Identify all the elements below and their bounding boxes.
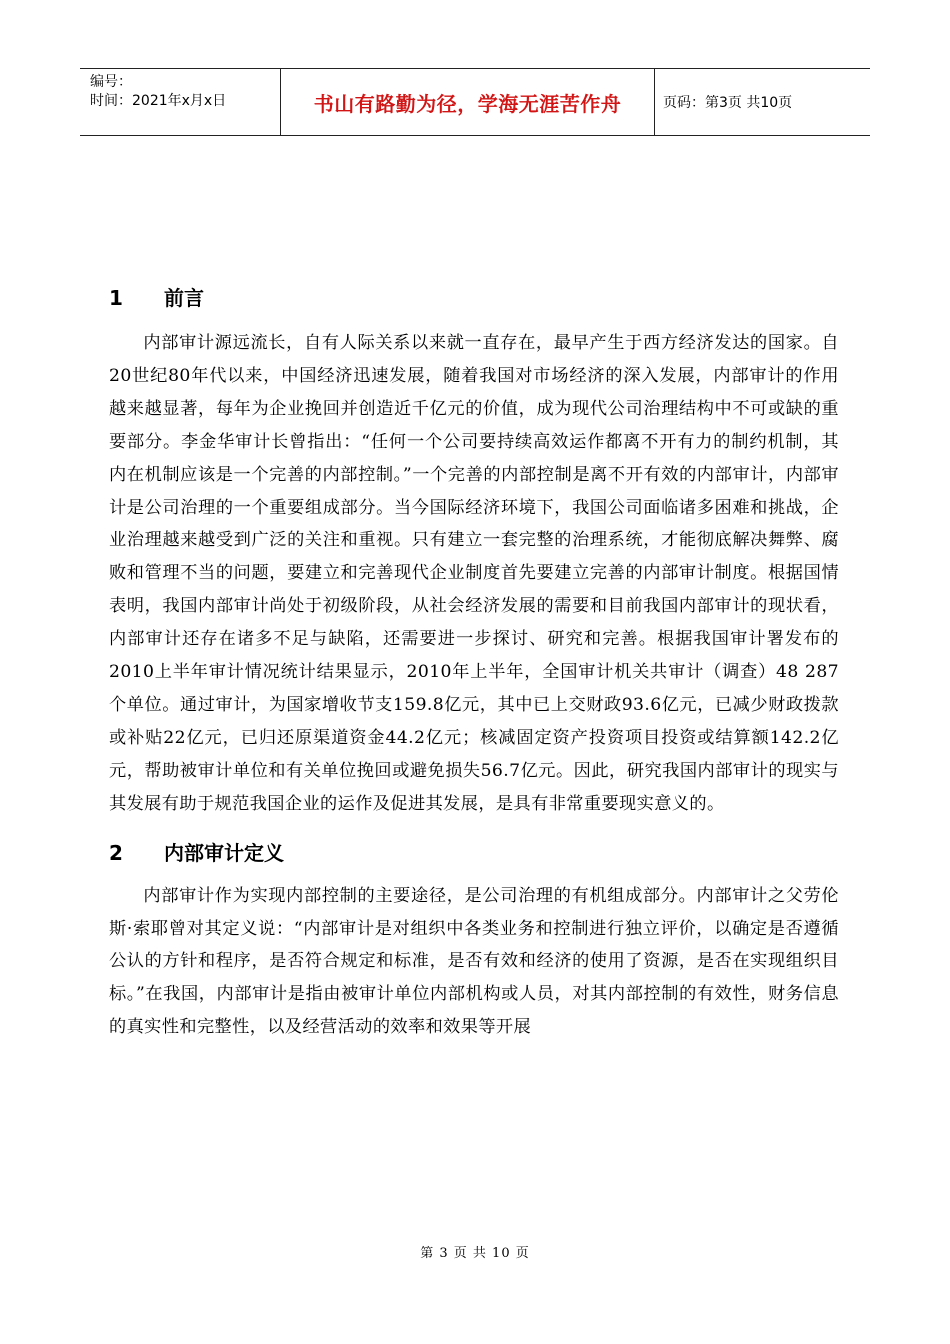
section-heading-definition xyxy=(109,838,839,868)
document-number: 编号： xyxy=(90,74,132,90)
section-title: 前言 xyxy=(164,286,204,310)
section-heading-intro xyxy=(109,283,839,313)
header-page-label: 页码：第3页 共10页 xyxy=(663,95,793,111)
header-meta xyxy=(80,69,281,135)
page-footer xyxy=(0,1242,950,1261)
section-paragraph-intro: 内部审计源远流长，自有人际关系以来就一直存在，最早产生于西方经济发达的国家。自20世纪80年代以来，中国经济迅速发展，随着我国对市场经济的深入发展，内部审计的作用越来越显著，每年为企业挽回并创造近千亿元的价值，成为现代公司治理结构中不可或缺的重要部分。李金华审计长曾指出：“任何一个公司要持续高效运作都离不开有力的制约机制，其内在机制应该是一个完善的内部控制。”一个完善的内部控制是离不开有效的内部审计，内部审计是公司治理的一个重要组成部分。当今国际经济环境下，我国公司面临诸多困难和挑战，企业治理越来越受到广泛的关注和重视。只有建立一套完整的治理系统，才能彻底解决舞弊、腐败和管理不当的问题，要建立和完善现代企业制度首先要建立完善的内部审计制度。根据国情表明，我国内部审计尚处于初级阶段，从社会经济发展的需要和目前我国内部审计的现状看，内部审计还存在诸多不足与缺陷，还需要进一步探讨、研究和完善。根据我国审计署发布的2010上半年审计情况统计结果显示，2010年上半年，全国审计机关共审计（调查）48 287个单位。通过审计，为国家增收节支159.8亿元，其中已上交财政93.6亿元，已减少财政拨款或补贴22亿元，已归还原渠道资金44.2亿元；核减固定资产投资项目投资或结算额142.2亿元，帮助被审计单位和有关单位挽回或避免损失56.7亿元。因此，研究我国内部审计的现实与其发展有助于规范我国企业的运作及促进其发展，是具有非常重要现实意义的。 xyxy=(109,333,839,814)
section-paragraph-definition: 内部审计作为实现内部控制的主要途径，是公司治理的有机组成部分。内部审计之父劳伦斯·索耶曾对其定义说：“内部审计是对组织中各类业务和控制进行独立评价，以确定是否遵循公认的方针和程序，是否符合规定和标准，是否有效和经济的使用了资源，是否在实现组织目标。”在我国，内部审计是指由被审计单位内部机构或人员，对其内部控制的有效性，财务信息的真实性和完整性，以及经营活动的效率和效果等开展 xyxy=(109,885,839,1038)
header-page-number xyxy=(655,69,870,135)
header-motto-cell xyxy=(281,69,655,135)
section-number: 1 xyxy=(109,286,123,310)
section-title: 内部审计定义 xyxy=(164,840,284,865)
page-header xyxy=(80,68,870,136)
header-motto: 书山有路勤为径，学海无涯苦作舟 xyxy=(313,91,622,116)
document-body xyxy=(109,283,839,1044)
section-number: 2 xyxy=(109,840,123,865)
document-date: 时间：2021年x月x日 xyxy=(90,93,227,109)
footer-page-number: 第 3 页 共 10 页 xyxy=(420,1246,530,1261)
